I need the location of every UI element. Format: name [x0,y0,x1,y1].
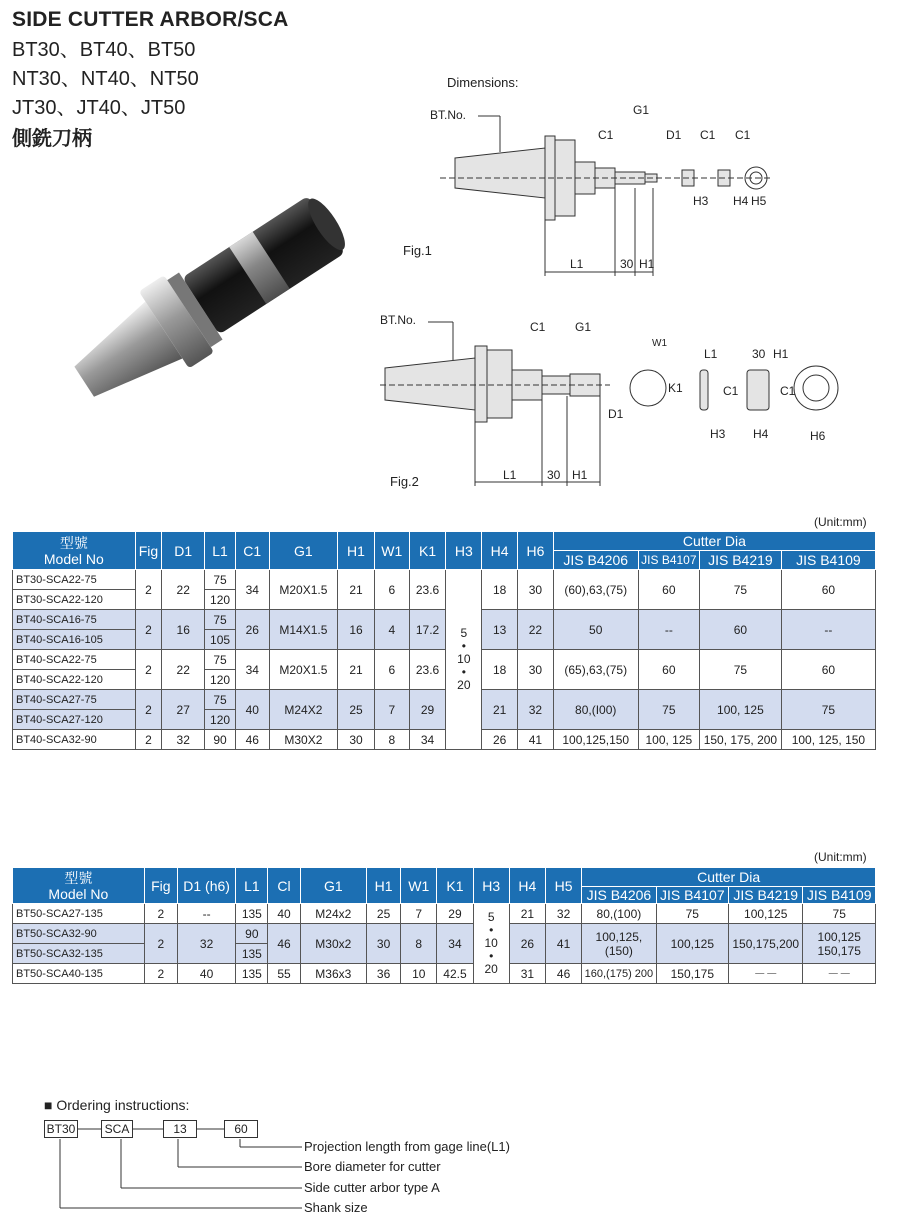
svg-text:W1: W1 [652,338,667,349]
table-row: BT50-SCA32-90 2 32 90 46 M30x2 30 8 34 26 41 100,125, (150) 100,125 150,175,200 100,125 150,175 [13,924,876,944]
svg-text:C1: C1 [700,128,716,142]
svg-text:H4: H4 [733,194,749,208]
svg-text:H1: H1 [639,257,655,271]
series-jt: JT30、JT40、JT50 [12,97,186,119]
table-row: BT40-SCA22-75 2 22 75 34 M20X1.5 21 6 23.6 18 30 (65),63,(75) 60 75 60 [13,650,876,670]
dimension-drawing [370,70,880,510]
model-header: 型號 Model No [13,532,136,570]
svg-text:L1: L1 [704,347,718,361]
fig2-caption: Fig.2 [390,474,419,489]
svg-text:BT.No.: BT.No. [380,313,417,327]
svg-text:C1: C1 [780,384,796,398]
spec-table-2: 型號 Model No Fig D1 (h6) L1 Cl G1 H1 W1 K1 H3 H4 H5 Cutter Dia JIS B4206 JIS B4107 JIS B4219 JIS B4109 BT50-SCA27-135 2 -- 135 40 M24x2 25 7 29 5 • 10 • 20 21 32 80,(100) 75 100,125 75 BT50-SCA32-90 2 32 90 46 M30x2 30 8 34 26 41 100,125, (150) 100,125 150,175,200 100,125 150,175 BT50-SCA32-135 135 BT50-SCA40-135 2 40 135 55 M36x3 36 10 42.5 31 46 160,(175) 200 150,175 －－ －－ [12,867,876,984]
order-label-type: Side cutter arbor type A [304,1180,440,1195]
table-row: BT30-SCA22-120 120 [13,590,876,610]
order-label-l1: Projection length from gage line(L1) [304,1139,510,1154]
svg-text:C1: C1 [735,128,751,142]
svg-text:C1: C1 [723,384,739,398]
svg-text:L1: L1 [570,257,584,271]
table-row: BT50-SCA27-135 2 -- 135 40 M24x2 25 7 29 5 • 10 • 20 21 32 80,(100) 75 100,125 75 [13,904,876,924]
svg-text:H1: H1 [773,347,789,361]
table-row: BT40-SCA16-75 2 16 75 26 M14X1.5 16 4 17.2 13 22 50 -- 60 -- [13,610,876,630]
chinese-title: 側銑刀柄 [12,126,92,150]
svg-text:30: 30 [547,468,561,482]
table-row: BT50-SCA40-135 2 40 135 55 M36x3 36 10 42.5 31 46 160,(175) 200 150,175 －－ －－ [13,964,876,984]
ordering-title: ■ Ordering instructions: [44,1097,190,1113]
order-box-shank: BT30 [44,1120,78,1138]
svg-text:H3: H3 [710,427,726,441]
svg-text:BT.No.: BT.No. [430,108,467,122]
table-row: BT30-SCA22-75 2 22 75 34 M20X1.5 21 6 23.6 5 • 10 • 20 18 30 (60),63,(75) 60 75 60 [13,570,876,590]
svg-text:30: 30 [752,347,766,361]
order-label-bore: Bore diameter for cutter [304,1159,441,1174]
svg-text:H3: H3 [693,194,709,208]
order-label-shank: Shank size [304,1200,368,1215]
ordering-leader-lines [40,1120,310,1220]
order-box-bore: 13 [163,1120,197,1138]
fig1-caption: Fig.1 [403,243,432,258]
model-header: 型號 Model No [13,868,145,904]
svg-text:C1: C1 [530,320,546,334]
table-row: BT40-SCA27-75 2 27 75 40 M24X2 25 7 29 21 32 80,(I00) 75 100, 125 75 [13,690,876,710]
table-row: BT40-SCA16-105 105 [13,630,876,650]
table-row: BT40-SCA22-120 120 [13,670,876,690]
svg-text:D1: D1 [608,407,624,421]
svg-text:G1: G1 [633,103,650,117]
order-box-length: 60 [224,1120,258,1138]
page-title: SIDE CUTTER ARBOR/SCA [12,8,289,31]
cutter-dia-header: Cutter Dia [553,532,875,551]
h3-cell: 5 • 10 • 20 [446,570,482,750]
fig2 [380,313,838,489]
svg-text:K1: K1 [668,381,683,395]
cutter-dia-header: Cutter Dia [582,868,876,887]
svg-text:L1: L1 [503,468,517,482]
table-row: BT40-SCA27-120 120 [13,710,876,730]
svg-text:H6: H6 [810,429,826,443]
unit-label-1: (Unit:mm) [814,515,867,529]
svg-text:30: 30 [620,257,634,271]
fig1 [403,103,770,276]
svg-text:H4: H4 [753,427,769,441]
svg-text:D1: D1 [666,128,682,142]
svg-text:G1: G1 [575,320,592,334]
dimensions-label: Dimensions: [447,75,519,90]
table-row: BT50-SCA32-135 135 [13,944,876,964]
spec-table-1: 型號 Model No Fig D1 L1 C1 G1 H1 W1 K1 H3 H4 H6 Cutter Dia JIS B4206 JIS B4107 JIS B4219 JIS B4109 BT30-SCA22-75 2 22 75 34 M20X1.5 21 6 23.6 5 • 10 • 20 18 30 (60),63,(75) 60 75 60 BT30-SCA22-120 120 BT40-SCA16-75 2 16 75 26 M14X1.5 16 4 17.2 13 22 50 -- 60 -- BT40-SCA16-105 105 BT40-SCA22-75 2 22 75 34 M20X1.5 21 6 23.6 18 30 (65),63,(75) 60 75 60 BT40-SCA22-120 120 BT40-SCA27-75 2 27 75 40 M24X2 25 7 29 21 32 80,(I00) 75 100, 125 75 BT40-SCA27-120 120 BT40-SCA32-90 2 32 90 46 M30X2 30 8 34 26 41 100,125,150 100, 125 150, 175, 200 100, 125, 150 [12,531,876,750]
series-bt: BT30、BT40、BT50 [12,39,196,61]
svg-text:H1: H1 [572,468,588,482]
table-row: BT40-SCA32-90 2 32 90 46 M30X2 30 8 34 26 41 100,125,150 100, 125 150, 175, 200 100, 125, 150 [13,730,876,750]
unit-label-2: (Unit:mm) [814,850,867,864]
h3-cell: 5 • 10 • 20 [473,904,509,984]
svg-text:C1: C1 [598,128,614,142]
svg-text:H5: H5 [751,194,767,208]
series-nt: NT30、NT40、NT50 [12,68,199,90]
order-box-type: SCA [101,1120,133,1138]
product-photo [40,170,380,430]
